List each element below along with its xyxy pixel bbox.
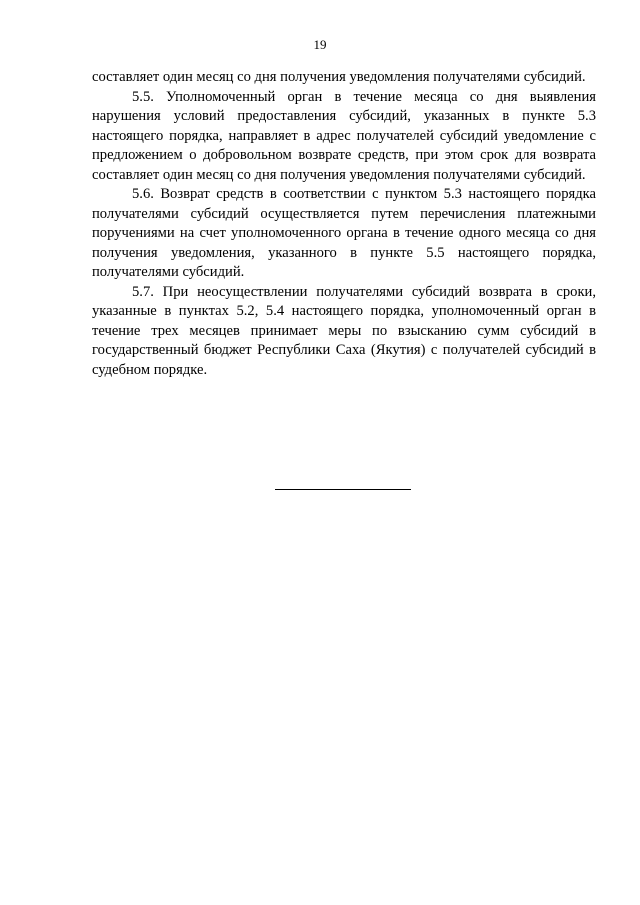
paragraph-5-7: 5.7. При неосуществлении получателями субсидий возврата в сроки, указанные в пунктах 5.2, 5.4 настоящего порядка, уполномоченный орган в течение трех месяцев принимает меры по взысканию сумм субсидий в государственный бюджет Республики Саха (Якутия) с получателей субсидий в судебном порядке.	[92, 283, 596, 378]
paragraph-continuation: составляет один месяц со дня получения уведомления получателями субсидий.	[92, 69, 586, 85]
document-body	[92, 68, 596, 380]
paragraph-5-5: 5.5. Уполномоченный орган в течение месяца со дня выявления нарушения условий предоставления субсидий, указанных в пункте 5.3 настоящего порядка, направляет в адрес получателей субсидий уведомление с предложением о добровольном возврате средств, при этом срок для возврата составляет один месяц со дня получения уведомления получателями субсидий.	[92, 88, 596, 183]
paragraph-5-6: 5.6. Возврат средств в соответствии с пунктом 5.3 настоящего порядка получателями субсидий осуществляется путем перечисления платежными поручениями на счет уполномоченного органа в течение одного месяца со дня получения уведомления, указанного в пункте 5.5 настоящего порядка, получателями субсидий.	[92, 186, 596, 280]
end-of-document-rule	[275, 489, 411, 490]
page-number: 19	[313, 37, 327, 52]
